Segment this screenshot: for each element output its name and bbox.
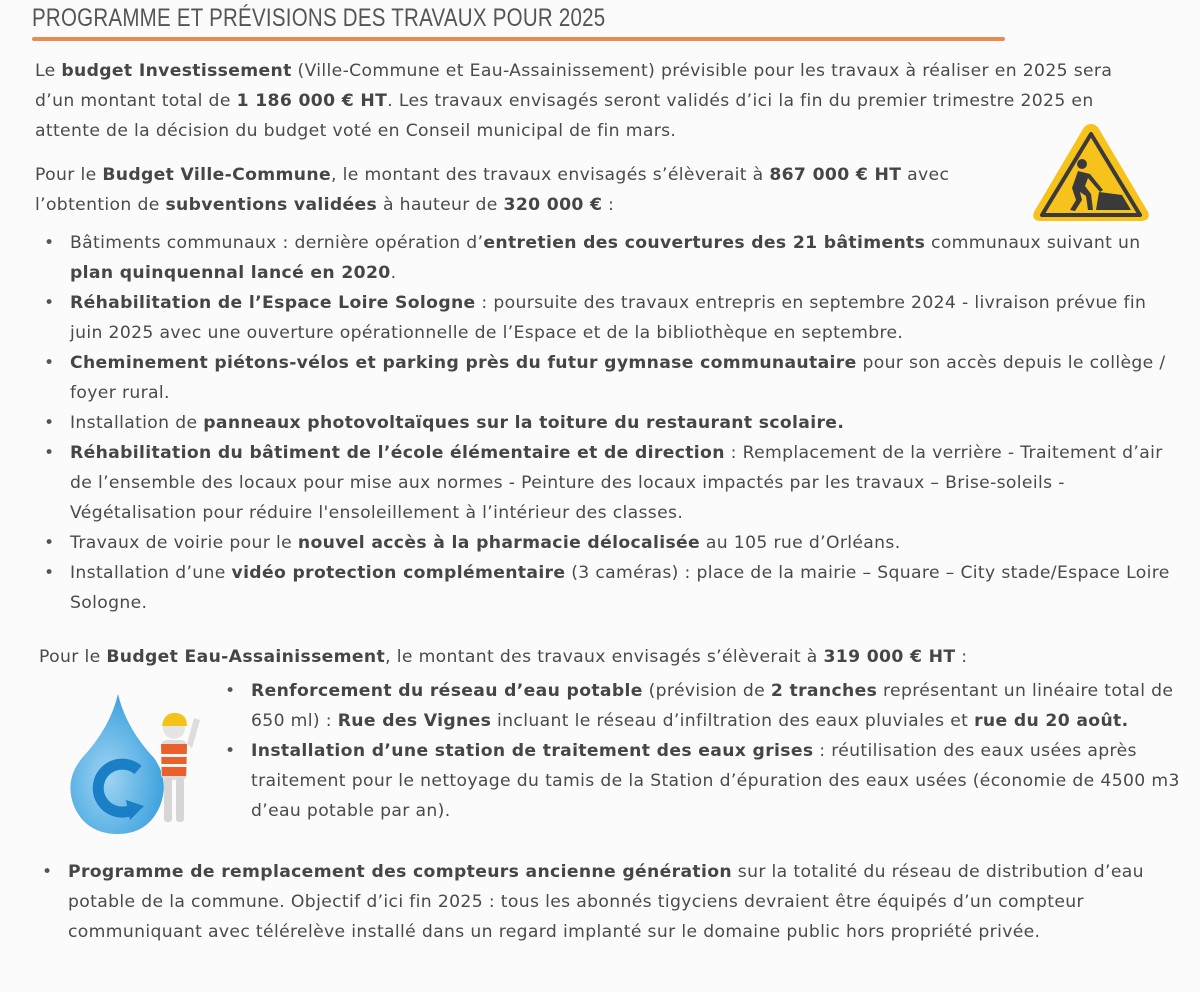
bold-text: Renforcement du réseau d’eau potable	[251, 681, 643, 701]
text: Le	[35, 61, 62, 81]
text: Pour le	[39, 647, 107, 667]
roadworks-sign-icon	[1030, 120, 1152, 226]
eau-list-continued	[32, 857, 1187, 947]
ville-budget: 867 000 € HT	[769, 165, 902, 185]
subsidy-amount: 320 000 €	[503, 195, 603, 215]
text: Installation d’une	[70, 563, 232, 583]
text: incluant le réseau d’infiltration des eaux pluviales et	[491, 711, 975, 731]
text: : réutilisation des eaux usées après traitement pour le nettoyage du tamis de la Station d’épuration des eaux usées (économie de 4500 m3 d’eau potable par an).	[251, 741, 1180, 821]
text: pour son accès depuis le collège / foyer rural.	[70, 353, 1166, 403]
bold-text: Cheminement piétons-vélos et parking près du futur gymnase communautaire	[70, 353, 857, 373]
text: représentant un linéaire total de 650 ml) :	[251, 681, 1174, 731]
list-item	[32, 857, 1187, 947]
text: : Remplacement de la verrière - Traitement d’air de l’ensemble des locaux pour mise aux normes - Peinture des locaux impactés par les travaux – Brise-soleils - Végétalisation pour réduire l'ensoleillement à l’intérieur des classes.	[70, 443, 1163, 523]
text: . Les travaux envisagés seront validés d’ici la fin du premier trimestre 2025 en attente de la décision du budget voté en Conseil municipal de fin mars.	[35, 91, 1094, 141]
bold-text: vidéo protection complémentaire	[231, 563, 566, 583]
bold-text: entretien des couvertures des 21 bâtiments	[483, 233, 926, 253]
list-item	[34, 558, 1184, 618]
text: communaux suivant un	[925, 233, 1141, 253]
text: Travaux de voirie pour le	[70, 533, 298, 553]
text: Pour le	[35, 165, 103, 185]
bold-text: budget Investissement	[61, 61, 292, 81]
intro-paragraph	[35, 56, 1155, 146]
text: , le montant des travaux envisagés s’élèverait à	[385, 647, 824, 667]
bold-text: Budget Eau-Assainissement	[106, 647, 386, 667]
bold-text: Programme de remplacement des compteurs ancienne génération	[68, 862, 732, 882]
bold-text: nouvel accès à la pharmacie délocalisée	[297, 533, 701, 553]
bold-text: Rue des Vignes	[337, 711, 492, 731]
text: au 105 rue d’Orléans.	[700, 533, 901, 553]
bold-text: Installation d’une station de traitement des eaux grises	[251, 741, 814, 761]
text: :	[602, 195, 615, 215]
list-item	[34, 228, 1184, 288]
text: sur la totalité du réseau de distribution d’eau potable de la commune. Objectif d’ici fin 2025 : tous les abonnés tigyciens devraient être équipés d’un compteur communiquant avec télérelève installé dans un regard implanté sur le domaine public hors propriété privée.	[68, 862, 1144, 942]
eau-budget: 319 000 € HT	[823, 647, 956, 667]
text: : poursuite des travaux entrepris en septembre 2024 - livraison prévue fin juin 2025 avec une ouverture opérationnelle de l’Espace et de la bibliothèque en septembre.	[70, 293, 1147, 343]
bold-text: rue du 20 août.	[974, 711, 1129, 731]
text: avec l’obtention de	[35, 165, 950, 215]
text: :	[955, 647, 968, 667]
text: (3 caméras) : place de la mairie – Square – City stade/Espace Loire Sologne.	[70, 563, 1170, 613]
water-drop-worker-icon	[56, 688, 206, 838]
bold-text: Réhabilitation de l’Espace Loire Sologne	[70, 293, 476, 313]
text: à hauteur de	[377, 195, 504, 215]
text: (Ville-Commune et Eau-Assainissement) prévisible pour les travaux à réaliser en 2025 sera d’un montant total de	[35, 61, 1113, 111]
bold-text: plan quinquennal lancé en 2020	[70, 263, 391, 283]
eau-paragraph	[39, 642, 1179, 672]
bold-text: Budget Ville-Commune	[102, 165, 331, 185]
bold-text: Réhabilitation du bâtiment de l’école élémentaire et de direction	[70, 443, 725, 463]
list-item	[34, 408, 1184, 438]
text: , le montant des travaux envisagés s’élèverait à	[330, 165, 770, 185]
page-title: PROGRAMME ET PRÉVISIONS DES TRAVAUX POUR 2025	[32, 4, 606, 32]
eau-list	[215, 676, 1185, 826]
list-item	[34, 528, 1184, 558]
list-item	[215, 736, 1185, 826]
ville-list	[34, 228, 1184, 618]
list-item	[34, 438, 1184, 528]
total-budget: 1 186 000 € HT	[236, 91, 388, 111]
text: (prévision de	[642, 681, 771, 701]
bold-text: subventions validées	[165, 195, 378, 215]
bold-text: panneaux photovoltaïques sur la toiture du restaurant scolaire.	[203, 413, 845, 433]
list-item	[34, 348, 1184, 408]
ville-paragraph	[35, 160, 1010, 220]
text: Bâtiments communaux : dernière opération d’	[70, 233, 484, 253]
title-underline	[32, 37, 1005, 41]
list-item	[34, 288, 1184, 348]
bold-text: 2 tranches	[770, 681, 878, 701]
list-item	[215, 676, 1185, 736]
text: .	[390, 263, 397, 283]
text: Installation de	[70, 413, 204, 433]
